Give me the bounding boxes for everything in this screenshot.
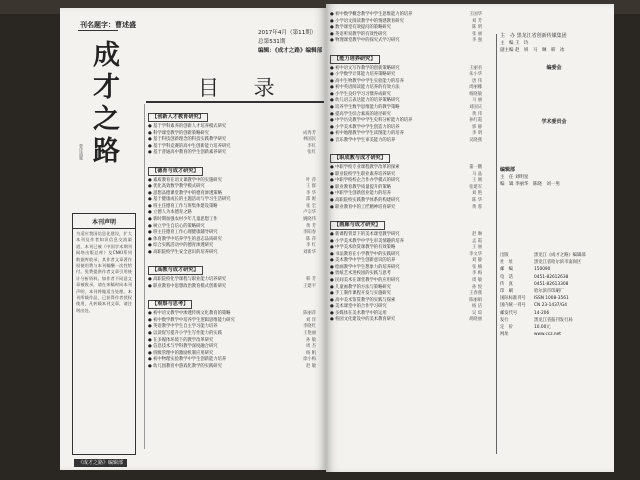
publication-info-value: 哈尔滨市印刷厂 bbox=[534, 289, 565, 295]
left-page bbox=[60, 8, 326, 470]
toc-entry-author: 马 丽 bbox=[472, 98, 482, 104]
section-heading: 【职成教与成才研究】 bbox=[330, 154, 390, 163]
publication-info-label: 国际标准刊号 bbox=[500, 296, 526, 302]
toc-entry-author: 李 强 bbox=[472, 38, 482, 44]
publication-info-value: 黑龙江省报刊发行局 bbox=[534, 317, 573, 323]
publication-info-label: 邮发代号 bbox=[500, 310, 518, 316]
toc-entry-author: 马 晶 bbox=[472, 171, 482, 177]
toc-entry-title: ● 幼儿语言表达能力的培养策略研究 bbox=[330, 98, 400, 104]
toc-entry-title: ● 中学历史教学中学生史料分析能力的培养 bbox=[330, 118, 413, 124]
toc-entry-title: ● 基于普通高中教育的学生创新素养研究 bbox=[148, 150, 227, 156]
publication-info-label: 定 价 bbox=[500, 325, 513, 331]
toc-entry-author: 刘国庆 bbox=[469, 105, 482, 111]
toc-entry-author: 杨 洁 bbox=[472, 304, 482, 310]
toc-entry-author: 陈 萍 bbox=[306, 236, 316, 242]
notice-heading: 本刊声明 bbox=[73, 217, 135, 229]
toc-entry-title: ● 中职学校专业课程教学改革的探索 bbox=[330, 165, 400, 171]
toc-entry-author: 张建军 bbox=[469, 184, 482, 190]
publication-info-label: 电 话 bbox=[500, 274, 513, 280]
publication-info bbox=[500, 252, 608, 338]
toc-entry-title: ● 校园文化建设中的美术教育研究 bbox=[330, 317, 396, 323]
board-heading: 编委会 bbox=[546, 65, 562, 71]
toc-entry-author: 刘 芳 bbox=[472, 18, 482, 24]
publication-info-value: 150090 bbox=[534, 267, 551, 273]
publication-info-label: 社 址 bbox=[500, 260, 513, 266]
issue-line-1: 2017年4月（第11期） bbox=[258, 30, 317, 36]
publication-info-label: 出版 bbox=[500, 253, 509, 258]
toc-entry-title: ● 小学数学计算能力培养策略研究 bbox=[330, 72, 396, 78]
publication-info-label: 传 真 bbox=[500, 281, 513, 287]
toc-title: 目 录 bbox=[198, 76, 289, 100]
toc-entry-author: 王 刚 bbox=[472, 178, 482, 184]
academic-heading: 学术委员会 bbox=[541, 119, 567, 125]
people-heading: 编辑部 bbox=[500, 167, 516, 173]
section-heading: 【德育与成才研究】 bbox=[148, 167, 203, 176]
masthead-editors: 编 辑 李丽华 陈晓 刘一男 bbox=[500, 182, 560, 187]
toc-entry-title: ● 高中美术鉴赏教学的实践与探索 bbox=[330, 297, 396, 303]
toc-entry-title: ● 体育教学中培养学生的意志品质研究 bbox=[148, 236, 222, 242]
toc-entry-author: 陈 华 bbox=[472, 198, 482, 204]
section-heading: 【观察与思考】 bbox=[148, 300, 192, 309]
toc-entry-title: ● 手工制作课程开发与实施研究 bbox=[330, 291, 391, 297]
toc-entry-title: ● 职业院校学生职业素养培养研究 bbox=[330, 171, 396, 177]
toc-list-continued bbox=[330, 12, 490, 324]
toc-entry-author: 王国华 bbox=[469, 12, 482, 17]
toc-entry-author: 李 华 bbox=[306, 190, 316, 196]
toc-entry-author: 卢宗华 bbox=[303, 210, 316, 216]
masthead-vice-editors: 副主编 赵 妍 马 琳 韩 冰 bbox=[500, 48, 565, 53]
toc-entry-title: ● 基于学科素养的创新人才培养模式研究 bbox=[148, 124, 227, 129]
toc-entry-author: 刘 静 bbox=[472, 258, 482, 264]
toc-entry-title: ● 剪纸艺术进校园的实践与思考 bbox=[330, 271, 391, 277]
toc-entry bbox=[148, 250, 324, 257]
notice-text: 为适应我国信息化建设，扩大本刊及作者知识信息交流渠道，本刊已被《中国学术期刊网络出版总库》及CNKI系列数据库收录，其作者文章著作权使用费与本刊稿酬一次性给付。免费提供作者文章引用统计分析资料。如作者不同意文章被收录，请在来稿时向本刊声明，本刊将做适当处理。本刊所载作品，已获得作者授权使用，凡转载本刊文章，请注明出处。 bbox=[76, 231, 132, 313]
publication-info-value: 10.00元 bbox=[534, 325, 551, 331]
toc-entry-author: 李 红 bbox=[306, 243, 316, 249]
toc-entry-title: ● 中职学校校企合作办学模式的研究 bbox=[330, 178, 400, 184]
publication-info-row bbox=[500, 274, 608, 281]
toc-entry-title: ● 音乐教学中学生审美能力的培养 bbox=[330, 137, 396, 143]
publication-info-value: 黑龙江省哈尔滨市南岗区 bbox=[534, 260, 582, 266]
publication-info-label: 发行 bbox=[500, 317, 509, 323]
toc-entry-title: ● 中职学生创新创业能力的培养 bbox=[330, 191, 391, 197]
toc-entry-author: 叶 萍 bbox=[306, 177, 316, 183]
toc-entry-title: ● 绘画教学中学生想象力的培养研究 bbox=[330, 264, 400, 270]
toc-entry-author: 陈 明 bbox=[472, 25, 482, 31]
toc-entry-author: 邵 妮 bbox=[306, 197, 316, 203]
toc-entry-title: ● 职业教育中思想政治教育模式创新研究 bbox=[148, 283, 227, 289]
toc-entry-author: 王 群 bbox=[306, 184, 316, 190]
toc-entry-author: 唐 伟 bbox=[472, 78, 482, 84]
toc-entry-author: 林国民 bbox=[303, 137, 316, 143]
notice-box bbox=[72, 213, 136, 455]
logo-box bbox=[76, 34, 122, 184]
footer-label: 《成才之路》编辑部 bbox=[74, 459, 127, 467]
toc-entry-title: ● 小学语文阅读教学中的情感教育研究 bbox=[330, 18, 404, 24]
toc-entry-author: 周 杰 bbox=[306, 344, 316, 350]
toc-entry-title: ● 信息技术与学科教学深度融合研究 bbox=[148, 344, 218, 350]
toc-entry-title: ● 幼儿园教育中游戏化教学的实践研究 bbox=[148, 363, 222, 369]
section-heading: 【画廊与成才研究】 bbox=[330, 221, 385, 230]
toc-entry-title: ● 初中语文写作教学的创新策略研究 bbox=[330, 65, 400, 71]
toc-entry-author: 姚晓伟 bbox=[303, 217, 316, 223]
publication-info-row bbox=[500, 302, 608, 309]
toc-entry-author: 赵 琳 bbox=[472, 232, 482, 238]
toc-entry-author: 刘 洋 bbox=[306, 317, 316, 323]
toc-entry-title: ● 立德人为本德育之路 bbox=[148, 210, 192, 216]
toc-entry-author: 李 明 bbox=[472, 131, 482, 137]
publication-info-row bbox=[500, 252, 608, 259]
toc-entry-author: 杨 帆 bbox=[306, 350, 316, 356]
toc-entry-title: ● 科学课堂教学的创新策略研究 bbox=[148, 130, 209, 136]
toc-entry-author: 李阳春 bbox=[303, 230, 316, 236]
toc-entry-author: 孙 悦 bbox=[472, 284, 482, 290]
toc-entry-title: ● 初中物理实验教学中学生创新能力培养 bbox=[148, 357, 227, 363]
section-heading: 【能力培养研究】 bbox=[330, 55, 380, 64]
toc-entry bbox=[330, 205, 490, 212]
column-divider bbox=[144, 104, 145, 449]
masthead-director: 主 任 刘明星 bbox=[500, 175, 529, 180]
toc-entry-title: ● 职业教育中的工匠精神培育研究 bbox=[330, 204, 396, 210]
toc-entry-author: 张 楠 bbox=[472, 264, 482, 270]
toc-entry-title: ● 综合实践活动中的德育渗透研究 bbox=[148, 243, 214, 249]
masthead bbox=[500, 32, 608, 338]
publication-info-value: 黑龙江《成才之路》编辑部 bbox=[534, 253, 586, 258]
right-page bbox=[326, 4, 614, 472]
section-heading: 【高教与成才研究】 bbox=[148, 266, 203, 275]
toc-entry-author: 王春燕 bbox=[469, 291, 482, 297]
toc-entry-author: 徐小梅 bbox=[303, 357, 316, 363]
toc-entry-title: ● 民间美术在课堂教学中的应用研究 bbox=[330, 277, 400, 283]
toc-entry-title: ● 儿童画教学的方法与策略研究 bbox=[330, 284, 391, 290]
toc-entry-author: 吴晓燕 bbox=[469, 137, 482, 143]
toc-entry-title: ● 初中数学概念教学中学生思维能力的培养 bbox=[330, 12, 413, 17]
publication-info-row bbox=[500, 324, 608, 331]
toc-entry-title: ● 培养学生数学思维能力的教学策略 bbox=[330, 105, 400, 111]
toc-entry-author: 刘新华 bbox=[303, 249, 316, 255]
toc-entry-title: ● 英语听说教学的有效性研究 bbox=[330, 31, 387, 37]
publication-info-row bbox=[500, 295, 608, 302]
publication-info-value: 0451-82613308 bbox=[534, 281, 569, 287]
publication-info-row bbox=[500, 317, 608, 324]
masthead-divider bbox=[496, 34, 497, 454]
toc-entry-author: 陈丽娟 bbox=[469, 297, 482, 303]
toc-entry-author: 成秀芳 bbox=[303, 130, 316, 136]
issue-line-2: 总第531期 bbox=[258, 39, 286, 45]
toc-entry-author: 朱小华 bbox=[469, 72, 482, 78]
toc-entry-title: ● 基于健康成长的主题活动与学习生活研究 bbox=[148, 197, 231, 203]
publication-info-label: 网址 bbox=[500, 332, 509, 338]
toc-entry-title: ● 新课程背景下的美术课堂教学研究 bbox=[330, 232, 400, 238]
toc-entry-author: 李文华 bbox=[469, 251, 482, 257]
publication-info-value: 14-206 bbox=[534, 310, 550, 316]
toc-entry-title: ● 多媒体在美术教学中的运用 bbox=[330, 310, 387, 316]
toc-entry-title: ● 以读促写提升小学生写作能力的实践 bbox=[148, 331, 222, 337]
toc-entry-author: 李晓红 bbox=[303, 324, 316, 330]
toc-entry-title: ● 职业教育教学质量提升的策略 bbox=[330, 184, 391, 190]
toc-entry-title: ● 中学美术欣赏课教学的有效策略 bbox=[330, 245, 396, 251]
toc-entry bbox=[330, 317, 490, 324]
toc-entry-title: ● 基于科技创新理念的科技实践教学研究 bbox=[148, 137, 227, 143]
toc-entry-author: 黄 芳 bbox=[306, 223, 316, 229]
toc-entry-author: 郭 静 bbox=[472, 124, 482, 130]
toc-entry-author: 胡晓丽 bbox=[469, 317, 482, 323]
toc-entry-title: ● 班主任德育工作与班集体建设策略 bbox=[148, 203, 218, 209]
toc-entry-title: ● 在多媒体环境下的教学改革研究 bbox=[148, 337, 214, 343]
toc-entry-author: 刘 艳 bbox=[472, 191, 482, 197]
publication-info-label: 印 刷 bbox=[500, 289, 513, 295]
logo-title: 成才之路 bbox=[88, 40, 119, 168]
toc-entry-author: 李 梅 bbox=[472, 271, 482, 277]
toc-entry-title: ● 优化高效数学教学模式研究 bbox=[148, 184, 205, 190]
toc-entry-author: 杨晓敏 bbox=[469, 91, 482, 97]
toc-entry-title: ● 高职院校实践教学体系的构建研究 bbox=[330, 198, 400, 204]
toc-entry-title: ● 班主任德育工作心理健康辅导研究 bbox=[148, 230, 218, 236]
toc-entry-author: 赵 敏 bbox=[306, 363, 316, 369]
toc-entry-title: ● 提高学生综合素质的途径研究 bbox=[330, 111, 391, 117]
toc-entry-title: ● 树立学生自信心的策略研究 bbox=[148, 223, 205, 229]
toc-entry-author: 王艳丽 bbox=[303, 331, 316, 337]
toc-entry-title: ● 素质教育在语文课教学中的实施研究 bbox=[148, 177, 222, 183]
toc-entry-author: 黄 蓉 bbox=[472, 204, 482, 210]
toc-entry bbox=[148, 150, 324, 157]
toc-entry bbox=[330, 138, 490, 145]
toc-entry-title: ● 小学生良好学习习惯养成研究 bbox=[330, 91, 391, 97]
toc-entry-title: ● 高中生物教学中学生实验能力的培养 bbox=[330, 78, 404, 84]
section-heading: 【创新人才教育研究】 bbox=[148, 113, 208, 122]
masthead-host: 主 办 黑龙江省创新传媒集团 bbox=[500, 33, 567, 39]
toc-entry bbox=[148, 284, 324, 291]
toc-entry-author: 黄 伟 bbox=[472, 111, 482, 117]
toc-entry bbox=[148, 364, 324, 371]
header-rule bbox=[78, 30, 118, 31]
calligraphy-header: 刊名题字：曹述盛 bbox=[80, 21, 136, 29]
toc-entry-title: ● 数学课堂有效提问的策略研究 bbox=[330, 25, 391, 31]
toc-entry-author: 张 丽 bbox=[472, 31, 482, 37]
toc-entry-author: 周丽娜 bbox=[469, 85, 482, 91]
toc-entry-title: ● 美术教学中学生创新意识的培养 bbox=[330, 258, 396, 264]
toc-entry-author: 王丽君 bbox=[469, 65, 482, 71]
toc-entry-author: 周 敏 bbox=[472, 277, 482, 283]
publication-info-row bbox=[500, 331, 608, 338]
publication-info-row bbox=[500, 281, 608, 288]
toc-entry-title: ● 基于学科竞赛的高中生创新能力培养研究 bbox=[148, 143, 231, 149]
publication-info-row bbox=[500, 288, 608, 295]
publication-info-value: CN 23-1437/G4 bbox=[534, 303, 568, 309]
toc-entry-title: ● 高职院校化学课程与职业能力培养研究 bbox=[148, 277, 227, 283]
toc-entry-title: ● 高职院校学生安全意识的培养研究 bbox=[148, 249, 218, 255]
toc-entry-author: 张红 bbox=[307, 150, 316, 156]
toc-entry-author: 孙 敏 bbox=[306, 337, 316, 343]
publication-info-row bbox=[500, 259, 608, 266]
toc-entry-author: 张 宏 bbox=[306, 203, 316, 209]
toc-entry-title: ● 物理课堂教学中的探究式学习研究 bbox=[330, 38, 400, 44]
publication-info-label: 邮 编 bbox=[500, 267, 513, 273]
toc-entry-author: 王 丽 bbox=[472, 245, 482, 251]
toc-entry-title: ● 小学美术教学中学生审美情趣的培养 bbox=[330, 238, 404, 244]
toc-entry-title: ● 初中英语阅读能力培养的有效方法 bbox=[330, 85, 400, 91]
toc-entry-title: ● 初中数学教学中培养学生逻辑思维能力研究 bbox=[148, 317, 235, 323]
editor-line: 编辑：《成才之路》编辑部 bbox=[258, 48, 323, 54]
logo-subtitle: 曹述盛题 bbox=[79, 144, 84, 160]
masthead-editor: 主 编 王 玲 bbox=[500, 41, 529, 46]
toc-entry-title: ● 班级管理中的激励机制应用研究 bbox=[148, 350, 214, 356]
toc-entry-author: 李红 bbox=[307, 143, 316, 149]
toc-entry-title: ● 初中地理教学中学生读图能力的培养 bbox=[330, 131, 404, 137]
toc-entry-title: ● 英语教学中学生自主学习能力培养 bbox=[148, 324, 218, 330]
publication-info-value: 0451-82612638 bbox=[534, 274, 569, 280]
toc-entry-title: ● 新时期加强农村少年儿童思想工作 bbox=[148, 217, 218, 223]
publication-info-row bbox=[500, 266, 608, 273]
publication-info-label: 国内统一刊号 bbox=[500, 303, 526, 309]
publication-info-value: www.ccz.net bbox=[534, 332, 561, 338]
toc-entry-title: ● 小学美术教学中学生创造力的培养 bbox=[330, 124, 400, 130]
toc-entry-author: 董一鹏 bbox=[469, 165, 482, 171]
toc-entry-author: 王建平 bbox=[303, 283, 316, 289]
toc-entry-author: 吴 琼 bbox=[472, 310, 482, 316]
toc-entry-author: 韩 芳 bbox=[306, 277, 316, 283]
toc-entry-title: ● 书法教育在小学教学中的实践研究 bbox=[330, 251, 400, 257]
toc-entry-author: 孙红霞 bbox=[469, 118, 482, 124]
toc-entry-title: ● 思想品德课堂教学中的德育渗透策略 bbox=[148, 190, 222, 196]
publication-info-row bbox=[500, 310, 608, 317]
toc-list bbox=[148, 103, 324, 370]
toc-entry-title: ● 美术课堂中的合作学习研究 bbox=[330, 304, 387, 310]
toc-entry bbox=[330, 38, 490, 45]
toc-entry-author: 孟 霞 bbox=[472, 238, 482, 244]
toc-entry-author: 陈丽萍 bbox=[303, 311, 316, 317]
publication-info-value: ISSN 1008-3561 bbox=[534, 296, 569, 302]
toc-entry-title: ● 初中语文教学中渗透传统文化教育的策略 bbox=[148, 311, 231, 317]
